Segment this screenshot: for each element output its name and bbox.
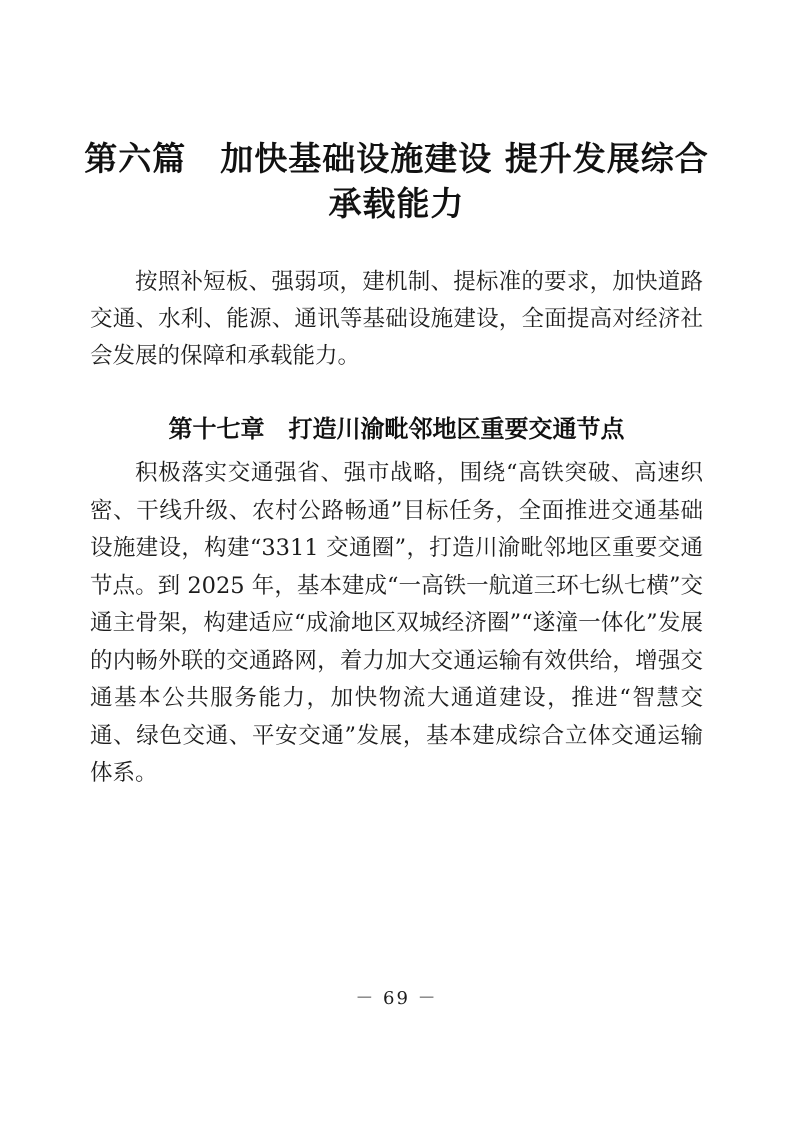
part-title xyxy=(0,0,793,226)
intro-paragraph: 按照补短板、强弱项，建机制、提标准的要求，加快道路交通、水利、能源、通讯等基础设施建设，全面提高对经济社会发展的保障和承载能力。 xyxy=(90,269,703,369)
chapter-heading: 第十七章 打造川渝毗邻地区重要交通节点 xyxy=(168,415,625,443)
part-title-line-2: 承载能力 xyxy=(328,184,465,223)
page-number: － 69 － xyxy=(355,988,438,1009)
part-title-line-1: 第六篇 加快基础设施建设 提升发展综合 xyxy=(84,139,709,178)
chapter-body-paragraph: 积极落实交通强省、强市战略，围绕“高铁突破、高速织密、干线升级、农村公路畅通”目标任务，全面推进交通基础设施建设，构建“3311 交通圈”，打造川渝毗邻地区重要交通节点。到 2025 年，基本建成“一高铁一航道三环七纵七横”交通主骨架，构建适应“成渝地区双城经济圈”“遂潼一体化”发展的内畅外联的交通路网，着力加大交通运输有效供给，增强交通基本公共服务能力，加快物流大通道建设，推进“智慧交通、绿色交通、平安交通”发展，基本建成综合立体交通运输体系。 xyxy=(90,460,703,786)
